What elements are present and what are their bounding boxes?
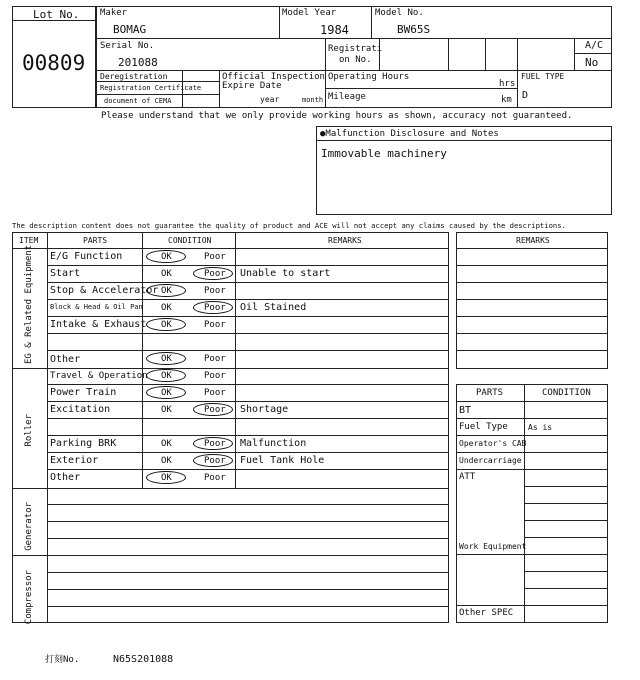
selection-circle (146, 352, 186, 365)
remark-text: Unable to start (240, 268, 331, 279)
part-label: Power Train (50, 387, 117, 398)
selection-circle (193, 301, 233, 314)
part-label: Travel & Operation (50, 371, 148, 381)
fuel-type-label: FUEL TYPE (521, 72, 565, 81)
part-label: Intake & Exhaust (50, 319, 147, 330)
disclaimer: The description content does not guarantee the quality of product and ACE will not accept any claims caused by the descriptions. (12, 221, 566, 230)
remark-text: Shortage (240, 404, 289, 415)
poor-option[interactable]: Poor (204, 252, 226, 262)
fuel-type-value: D (522, 90, 529, 101)
poor-option[interactable]: Poor (204, 320, 226, 330)
section-roller-label: Roller (24, 414, 34, 447)
poor-option[interactable]: Poor (204, 456, 226, 466)
registration-label-1: Registrati (328, 44, 383, 54)
ok-option[interactable]: OK (161, 405, 172, 415)
ok-option[interactable]: OK (161, 473, 172, 483)
deregistration-label: Deregistration (100, 72, 168, 81)
remarks-header: REMARKS (328, 236, 362, 245)
work-equipment-label: Work Equipment (459, 542, 527, 551)
ok-option[interactable]: OK (161, 320, 172, 330)
condition-header: CONDITION (168, 236, 212, 245)
item-header: ITEM (19, 236, 39, 245)
part-label: E/G Function (50, 251, 123, 262)
right-remarks-header: REMARKS (516, 236, 550, 245)
ok-option[interactable]: OK (161, 456, 172, 466)
fuel-type-part-label: Fuel Type (459, 422, 508, 432)
fuel-type-condition: As is (528, 423, 553, 432)
poor-option[interactable]: Poor (204, 354, 226, 364)
part-label: Excitation (50, 404, 111, 415)
lot-value: 00809 (22, 51, 86, 75)
footer-label: 打刻No. (45, 655, 80, 665)
ok-option[interactable]: OK (161, 303, 172, 313)
other-spec-label: Other SPEC (459, 608, 514, 618)
ok-option[interactable]: OK (161, 269, 172, 279)
maker-value: BOMAG (113, 23, 147, 36)
inspection-label-2: Expire Date (222, 81, 282, 91)
section-eg-label: EG & Related Equipment (24, 244, 34, 364)
malfunction-title: ●Malfunction Disclosure and Notes (320, 129, 499, 139)
parts-header: PARTS (83, 236, 108, 245)
section-compressor-label: Compressor (24, 570, 34, 625)
part-label: Start (50, 268, 81, 279)
selection-circle (146, 250, 186, 263)
poor-option[interactable]: Poor (204, 303, 226, 313)
remark-text: Malfunction (240, 438, 307, 449)
working-hours-notice: Please understand that we only provide working hours as shown, accuracy not guaranteed. (101, 111, 573, 121)
selection-circle (193, 454, 233, 467)
footer-value: N65S201088 (113, 654, 174, 665)
operator-cab-label: Operator's CAB (459, 439, 527, 448)
att-label: ATT (459, 472, 476, 482)
hrs-label: hrs (499, 79, 516, 89)
poor-option[interactable]: Poor (204, 269, 226, 279)
model-year-label: Model Year (282, 8, 337, 18)
ok-option[interactable]: OK (161, 371, 172, 381)
ac-value: No (585, 56, 599, 69)
selection-circle (193, 403, 233, 416)
registration-label-2: on No. (339, 55, 372, 65)
part-label: Parking BRK (50, 438, 117, 449)
ok-option[interactable]: OK (161, 354, 172, 364)
model-no-label: Model No. (375, 8, 424, 18)
km-label: km (501, 95, 512, 105)
part-label: Other (50, 472, 81, 483)
ok-option[interactable]: OK (161, 388, 172, 398)
serial-value: 201088 (118, 56, 158, 69)
operating-hours-label: Operating Hours (328, 72, 410, 82)
poor-option[interactable]: Poor (204, 286, 226, 296)
selection-circle (146, 318, 186, 331)
ok-option[interactable]: OK (161, 252, 172, 262)
selection-circle (146, 369, 186, 382)
section-generator-label: Generator (24, 502, 34, 551)
remark-text: Fuel Tank Hole (240, 455, 325, 466)
selection-circle (146, 386, 186, 399)
ac-label: A/C (585, 40, 604, 51)
malfunction-text: Immovable machinery (321, 147, 447, 160)
model-year-value: 1984 (320, 23, 349, 37)
part-label: Stop & Accelerator (50, 285, 159, 296)
inspection-label-1: Official Inspection (222, 72, 325, 82)
selection-circle (193, 437, 233, 450)
year-label: year (260, 95, 280, 104)
month-label: month (302, 96, 324, 104)
poor-option[interactable]: Poor (204, 405, 226, 415)
remark-text: Oil Stained (240, 302, 307, 313)
serial-label: Serial No. (100, 41, 155, 51)
lot-label: Lot No. (33, 8, 80, 21)
part-label: Block & Head & Oil Pan (50, 303, 143, 311)
ok-option[interactable]: OK (161, 439, 172, 449)
selection-circle (193, 267, 233, 280)
right-parts-header: PARTS (476, 388, 504, 398)
poor-option[interactable]: Poor (204, 473, 226, 483)
part-label: Exterior (50, 455, 99, 466)
model-no-value: BW65S (397, 23, 431, 36)
mileage-label: Mileage (328, 92, 366, 102)
selection-circle (146, 284, 186, 297)
poor-option[interactable]: Poor (204, 371, 226, 381)
bt-label: BT (459, 405, 472, 416)
poor-option[interactable]: Poor (204, 388, 226, 398)
ok-option[interactable]: OK (161, 286, 172, 296)
selection-circle (146, 471, 186, 484)
poor-option[interactable]: Poor (204, 439, 226, 449)
cema-label: document of CEMA (104, 97, 172, 105)
part-label: Other (50, 354, 81, 365)
undercarriage-label: Undercarriage (459, 456, 522, 465)
right-condition-header: CONDITION (542, 388, 591, 398)
registration-certificate-label: Registration Certificate (100, 84, 202, 92)
maker-label: Maker (100, 8, 128, 18)
